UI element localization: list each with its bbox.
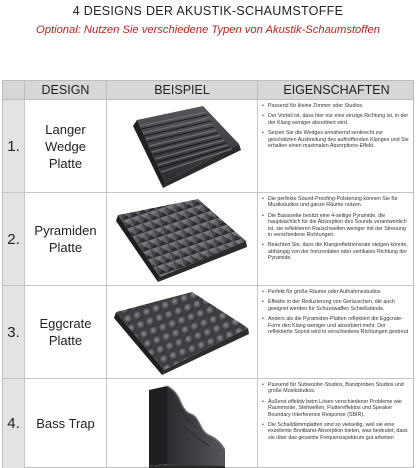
design-name-line: Platte — [48, 155, 83, 171]
table-row — [3, 100, 413, 193]
pyramid-foam-panel-icon — [107, 193, 258, 285]
property-item: • Passend für Subwoofer-Studios, Bandproben Studios und große Musikstudios. — [262, 382, 411, 395]
property-item: • Äußerst effektiv beim Lösen verschiedener Probleme wie Raummode, Stehwellen, Fluttereffektos und Speaker Boundary Interference Response (SBIR). — [262, 399, 411, 418]
header-design: DESIGN — [25, 81, 107, 100]
row-number: 2. — [3, 193, 25, 285]
properties-cell — [258, 193, 415, 285]
page-subtitle: Optional: Nutzen Sie verschiedene Typen von Akustik-Schaumstoffen — [36, 24, 380, 36]
property-item: • Effektiv in der Reduzierung von Geräuschen, die auch geeignet werden für Schusswaffen Schießstände. — [262, 299, 411, 312]
property-item: • Die perfekte Sound-Proofing-Polsterung können Sie für Musikstudios und ganze Räume nutzen. — [262, 196, 411, 209]
design-name-line: Bass Trap — [36, 416, 95, 431]
table-row — [3, 193, 413, 286]
property-item: • Beachten Sie, dass die Klangreflektionsrate steigen könnte, abhängig von der horizontalen oder vertikalen Richtung der Pyramide. — [262, 242, 411, 261]
properties-cell — [258, 379, 415, 468]
header-number-cell — [3, 81, 25, 100]
design-name-line: Platte — [48, 333, 83, 348]
eggcrate-foam-panel-icon — [107, 286, 258, 378]
design-name-line: Wedge — [45, 138, 86, 154]
row-number: 3. — [3, 286, 25, 378]
row-number: 4. — [3, 379, 25, 468]
property-item: • Der Vorteil ist, dass hier nur eine einzige Richtung ist, in der der Klang weniger absorbiert wird. — [262, 113, 411, 126]
design-name-line: Platte — [48, 240, 83, 255]
table-header — [3, 81, 413, 100]
property-item: • Perfekt für große Räume oder Aufnahmestudios — [262, 289, 411, 295]
wedge-foam-panel-icon — [107, 100, 258, 192]
properties-cell — [258, 100, 415, 192]
row-number: 1. — [3, 100, 25, 192]
table-row — [3, 379, 413, 468]
property-item: • Passend für kleine Zimmer oder Studios — [262, 103, 411, 109]
design-name — [25, 193, 107, 285]
table-row — [3, 286, 413, 379]
design-name — [25, 286, 107, 378]
design-name — [25, 379, 107, 468]
property-item: • Die Schalldämmplatten sind so vielseitig, weil sie eine exzellente Breitband-Absorption bieten, was bedeutet, dass sie über das gesamte Frequenzspektrum gut arbeiten — [262, 422, 411, 441]
design-name-line: Pyramiden — [34, 223, 97, 238]
header-properties: EIGENSCHAFTEN — [283, 83, 390, 97]
property-item: • Setzen Sie die Wedges annähernd senkrecht zur geschätzten Ausbreitung des auftreffenden Klanges und Sie erhalten einen maximalen Absorptions-Effekt. — [262, 130, 411, 149]
page-title: 4 DESIGNS DER AKUSTIK-SCHAUMSTOFFE — [72, 4, 344, 18]
design-name-line: Eggcrate — [39, 316, 92, 331]
property-item: • Anders als die Pyramiden-Platten reflektiert die Eggcrate-Form den Klang weniger und absorbiert mehr. Der reflektierte Sound wird in verschiedene Richtungen gestreut — [262, 316, 411, 335]
design-name-line: Langer — [45, 121, 86, 137]
design-name — [25, 100, 107, 192]
header-example: BEISPIEL — [107, 81, 258, 100]
designs-table — [2, 80, 414, 468]
bass-trap-foam-icon — [107, 379, 258, 468]
property-item: • Die Basisseite besitzt eine 4-seitige Pyramide, die hauptsächlich für die Absorption des Sounds verantwortlich ist, sie reflektieren Rauschwellen weniger mit der Streuung in verschiedene Richtungen. — [262, 213, 411, 239]
properties-cell — [258, 286, 415, 378]
